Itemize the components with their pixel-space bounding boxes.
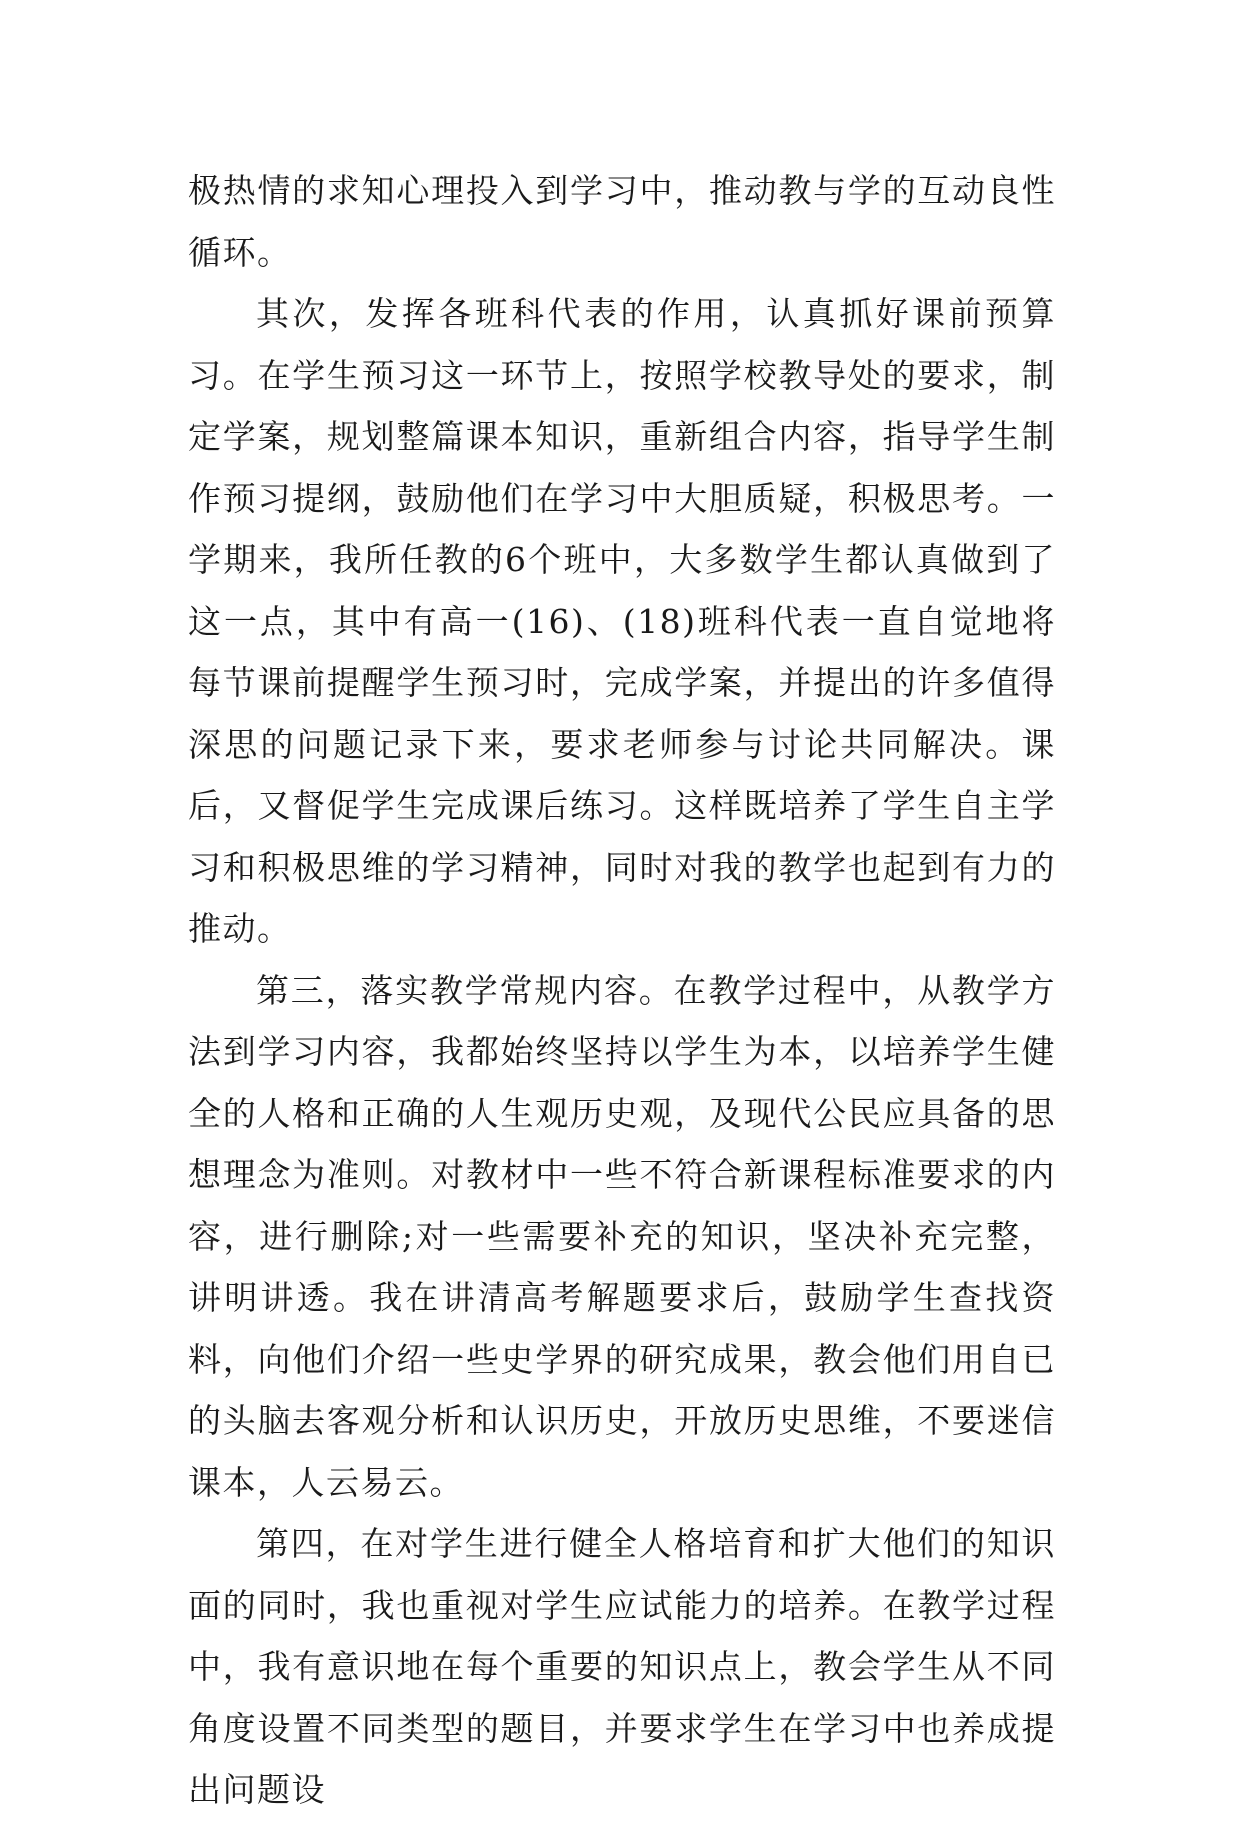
paragraph-third: 第三，落实教学常规内容。在教学过程中，从教学方法到学习内容，我都始终坚持以学生为本，以培养学生健全的人格和正确的人生观历史观，及现代公民应具备的思想理念为准则。对教材中一些不符合新课程标准要求的内容，进行删除;对一些需要补充的知识，坚决补充完整，讲明讲透。我在讲清高考解题要求后，鼓励学生查找资料，向他们介绍一些史学界的研究成果，教会他们用自已的头脑去客观分析和认识历史，开放历史思维，不要迷信课本，人云易云。 xyxy=(188,970,1056,1502)
document-body xyxy=(188,160,1056,1821)
paragraph-continuation: 极热情的求知心理投入到学习中，推动教与学的互动良性循环。 xyxy=(188,171,1056,272)
paragraph-second: 其次，发挥各班科代表的作用，认真抓好课前预算习。在学生预习这一环节上，按照学校教导处的要求，制定学案，规划整篇课本知识，重新组合内容，指导学生制作预习提纲，鼓励他们在学习中大胆质疑，积极思考。一学期来，我所任教的6个班中，大多数学生都认真做到了这一点，其中有高一(16)、(18)班科代表一直自觉地将每节课前提醒学生预习时，完成学案，并提出的许多值得深思的问题记录下来，要求老师参与讨论共同解决。课后，又督促学生完成课后练习。这样既培养了学生自主学习和积极思维的学习精神，同时对我的教学也起到有力的推动。 xyxy=(188,294,1056,948)
paragraph-fourth: 第四，在对学生进行健全人格培育和扩大他们的知识面的同时，我也重视对学生应试能力的培养。在教学过程中，我有意识地在每个重要的知识点上，教会学生从不同角度设置不同类型的题目，并要求学生在学习中也养成提出问题设 xyxy=(188,1524,1056,1809)
